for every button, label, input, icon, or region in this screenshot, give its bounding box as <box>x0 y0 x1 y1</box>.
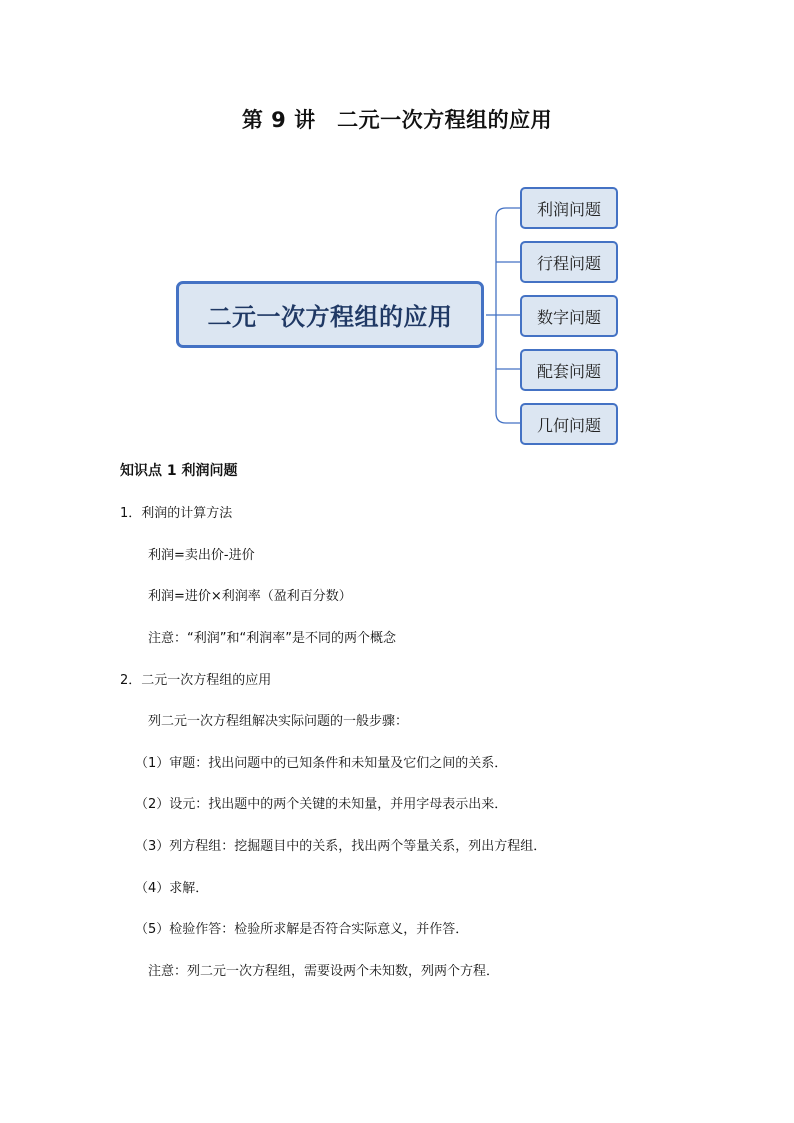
formula-profit: 利润=卖出价-进价 <box>148 548 255 563</box>
step-3: （3）列方程组：挖掘题目中的关系，找出两个等量关系，列出方程组． <box>135 839 547 854</box>
mindmap-branch-geometry: 几何问题 <box>520 403 618 445</box>
page-title: 第 9 讲 二元一次方程组的应用 <box>241 108 553 132</box>
mindmap <box>0 0 794 460</box>
steps-intro: 列二元一次方程组解决实际问题的一般步骤： <box>148 714 409 729</box>
mindmap-branch-travel: 行程问题 <box>520 241 618 283</box>
mindmap-connectors <box>0 0 794 460</box>
section-heading: 知识点 1 利润问题 <box>120 463 238 479</box>
item1-heading: 1．利润的计算方法 <box>120 506 233 521</box>
mindmap-branch-profit: 利润问题 <box>520 187 618 229</box>
formula-profit-rate: 利润=进价×利润率（盈利百分数） <box>148 589 352 604</box>
step-2: （2）设元：找出题中的两个关键的未知量，并用字母表示出来． <box>135 797 508 812</box>
step-4: （4）求解． <box>135 881 209 896</box>
step-1: （1）审题：找出问题中的已知条件和未知量及它们之间的关系． <box>135 756 508 771</box>
mindmap-branch-matching: 配套问题 <box>520 349 618 391</box>
mindmap-branch-number: 数字问题 <box>520 295 618 337</box>
step-5: （5）检验作答：检验所求解是否符合实际意义，并作答． <box>135 922 469 937</box>
item2-heading: 2．二元一次方程组的应用 <box>120 673 272 688</box>
note-two-unknowns: 注意：列二元一次方程组，需要设两个未知数，列两个方程． <box>148 964 500 979</box>
mindmap-center-node: 二元一次方程组的应用 <box>176 281 484 348</box>
note-profit-concepts: 注意：“利润”和“利润率”是不同的两个概念 <box>148 631 396 646</box>
